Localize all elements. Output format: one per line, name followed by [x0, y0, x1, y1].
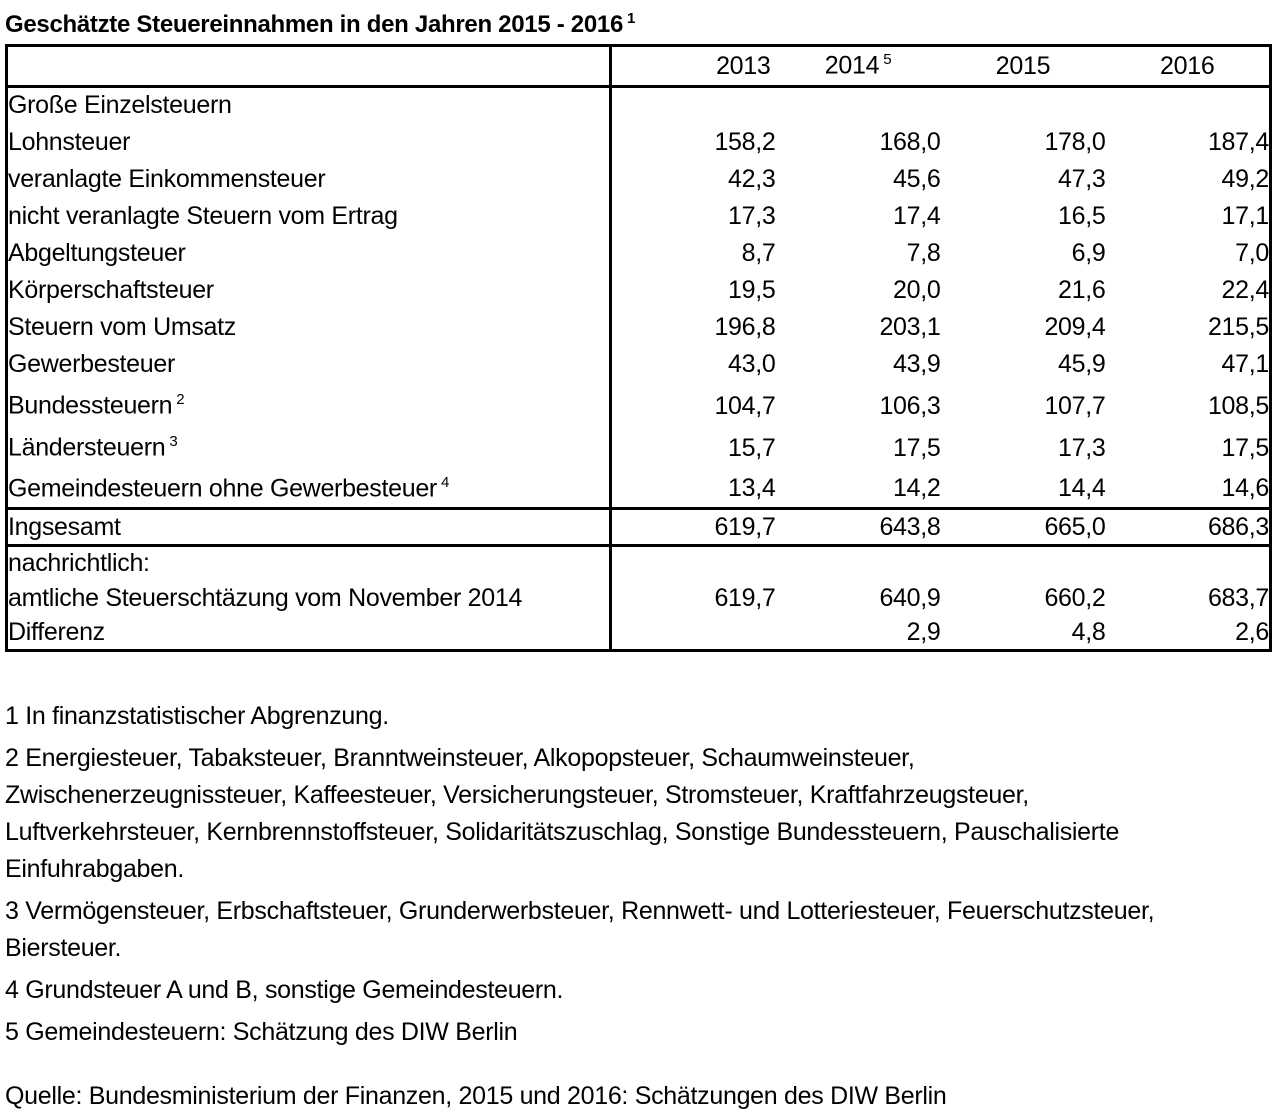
column-header-2015: 2015 [995, 51, 1051, 80]
footnote-line: 1 In finanzstatistischer Abgrenzung. [5, 702, 389, 730]
value-cell [611, 546, 776, 581]
value-cell: 43,9 [893, 349, 941, 378]
value-cell: 619,7 [714, 583, 776, 612]
value-cell: 17,5 [893, 433, 941, 462]
value-cell: 4,8 [1071, 617, 1106, 646]
row-label: Große Einzelsteuern [7, 87, 611, 124]
value-cell: 203,1 [879, 312, 941, 341]
table-row [7, 87, 1271, 124]
value-cell: 21,6 [1058, 275, 1106, 304]
value-cell: 187,4 [1207, 127, 1269, 156]
table-row [7, 467, 1271, 509]
value-cell: 15,7 [728, 433, 776, 462]
value-cell: 619,7 [714, 512, 776, 541]
value-cell: 2,9 [906, 617, 941, 646]
column-header-2016: 2016 [1160, 51, 1215, 80]
value-cell: 640,9 [879, 583, 941, 612]
value-cell: 47,3 [1058, 164, 1106, 193]
footnotes [5, 698, 1280, 1051]
footnote [5, 1014, 1280, 1051]
corner-cell [7, 46, 611, 87]
value-cell: 209,4 [1044, 312, 1106, 341]
value-cell: 168,0 [879, 127, 941, 156]
row-label: Abgeltungsteuer [7, 235, 611, 272]
table-row [7, 161, 1271, 198]
value-cell: 107,7 [1044, 391, 1106, 420]
value-cell: 665,0 [1044, 512, 1106, 541]
memo-row [7, 546, 1271, 581]
value-cell: 7,8 [906, 238, 941, 267]
footnote-line: 2 Energiesteuer, Tabaksteuer, Branntweinsteuer, Alkopopsteuer, Schaumweinsteuer, [5, 744, 915, 772]
value-cell: 17,3 [1058, 433, 1106, 462]
table-row [7, 309, 1271, 346]
value-cell: 17,5 [1221, 433, 1269, 462]
value-cell: 104,7 [714, 391, 776, 420]
value-cell: 108,5 [1207, 391, 1269, 420]
value-cell: 17,1 [1221, 201, 1269, 230]
table-row [7, 124, 1271, 161]
value-cell: 17,3 [728, 201, 776, 230]
value-cell: 42,3 [728, 164, 776, 193]
table-row [7, 198, 1271, 235]
footnote [5, 893, 1280, 967]
footnote [5, 972, 1280, 1009]
value-cell: 22,4 [1221, 275, 1269, 304]
table-row [7, 425, 1271, 467]
page-title [5, 5, 1280, 39]
value-cell: 14,2 [893, 474, 941, 502]
row-label: Ländersteuern $^3$ [7, 425, 611, 467]
row-label: veranlagte Einkommensteuer [7, 161, 611, 198]
row-label: amtliche Steuerschtäzung vom November 2014 [7, 581, 611, 616]
label-superscript: 3 [169, 433, 178, 451]
row-label: Ingsesamt [7, 509, 611, 546]
value-cell: 158,2 [714, 127, 776, 156]
row-label: Steuern vom Umsatz [7, 309, 611, 346]
footnote-line: 3 Vermögensteuer, Erbschaftsteuer, Grunderwerbsteuer, Rennwett- und Lotteriesteuer, Feuerschutzsteuer, [5, 897, 1155, 925]
value-cell: 14,4 [1058, 474, 1106, 502]
header-row [7, 46, 1271, 87]
value-cell: 178,0 [1044, 127, 1106, 156]
value-cell: 8,7 [741, 238, 776, 267]
footnote-line: Zwischenerzeugnissteuer, Kaffeesteuer, Versicherungsteuer, Stromsteuer, Kraftfahrzeugsteuer, [5, 781, 1029, 809]
value-cell: 683,7 [1207, 583, 1269, 612]
value-cell: 643,8 [879, 512, 941, 541]
table-row [7, 346, 1271, 383]
value-cell [941, 87, 1106, 124]
value-cell [776, 87, 941, 124]
value-cell: 45,9 [1058, 349, 1106, 378]
column-header-2014: 2014 $^5$ [824, 51, 892, 80]
total-row [7, 509, 1271, 546]
value-cell: 49,2 [1221, 164, 1269, 193]
value-cell: 215,5 [1207, 312, 1269, 341]
value-cell: 6,9 [1071, 238, 1106, 267]
value-cell: 43,0 [728, 349, 776, 378]
value-cell: 14,6 [1221, 474, 1269, 502]
title-superscript: 1 [627, 10, 636, 27]
value-cell [776, 546, 941, 581]
value-cell [941, 546, 1106, 581]
memo-row [7, 616, 1271, 651]
value-cell: 196,8 [714, 312, 776, 341]
footnote-line: 5 Gemeindesteuern: Schätzung des DIW Berlin [5, 1018, 518, 1046]
value-cell: 17,4 [893, 201, 941, 230]
label-superscript: 4 [440, 473, 450, 491]
row-label: Lohnsteuer [7, 124, 611, 161]
footnote-line: Biersteuer. [5, 934, 122, 962]
row-label: Differenz [7, 616, 611, 651]
value-cell [611, 87, 776, 124]
value-cell: 2,6 [1235, 617, 1269, 646]
title-text: Geschätzte Steuereinnahmen in den Jahren 2015 - 2016 [5, 11, 623, 38]
value-cell: 13,4 [728, 474, 776, 502]
row-label: Bundessteuern $^2$ [7, 383, 611, 425]
value-cell [1106, 546, 1271, 581]
footnote-line: Luftverkehrsteuer, Kernbrennstoffsteuer, Solidaritätszuschlag, Sonstige Bundessteuern, Pauschalisierte [5, 818, 1120, 846]
value-cell: 47,1 [1221, 349, 1269, 378]
row-label: nachrichtlich: [7, 546, 611, 581]
row-label: Gemeindesteuern ohne Gewerbesteuer $^4$ [7, 467, 611, 509]
table-body [7, 87, 1271, 651]
value-cell: 686,3 [1207, 512, 1269, 541]
value-cell [1106, 87, 1271, 124]
footnote-line: 4 Grundsteuer A und B, sonstige Gemeindesteuern. [5, 976, 564, 1004]
tax-revenue-table [5, 44, 1272, 652]
value-cell: 106,3 [879, 391, 941, 420]
memo-row [7, 581, 1271, 616]
value-cell: 660,2 [1044, 583, 1106, 612]
footnote [5, 740, 1280, 888]
row-label: nicht veranlagte Steuern vom Ertrag [7, 198, 611, 235]
table-row [7, 383, 1271, 425]
row-label: Körperschaftsteuer [7, 272, 611, 309]
value-cell [611, 616, 776, 651]
value-cell: 7,0 [1235, 238, 1269, 267]
table-row [7, 272, 1271, 309]
footnote-line: Einfuhrabgaben. [5, 855, 184, 883]
value-cell: 45,6 [893, 164, 941, 193]
column-header-2013: 2013 [716, 51, 771, 80]
header-superscript: 5 [883, 51, 892, 69]
row-label: Gewerbesteuer [7, 346, 611, 383]
value-cell: 16,5 [1058, 201, 1106, 230]
source-line: Quelle: Bundesministerium der Finanzen, 2015 und 2016: Schätzungen des DIW Berlin [5, 1082, 947, 1110]
footnote [5, 698, 1280, 735]
value-cell: 20,0 [893, 275, 941, 304]
value-cell: 19,5 [728, 275, 776, 304]
label-superscript: 2 [176, 391, 185, 409]
table-row [7, 235, 1271, 272]
